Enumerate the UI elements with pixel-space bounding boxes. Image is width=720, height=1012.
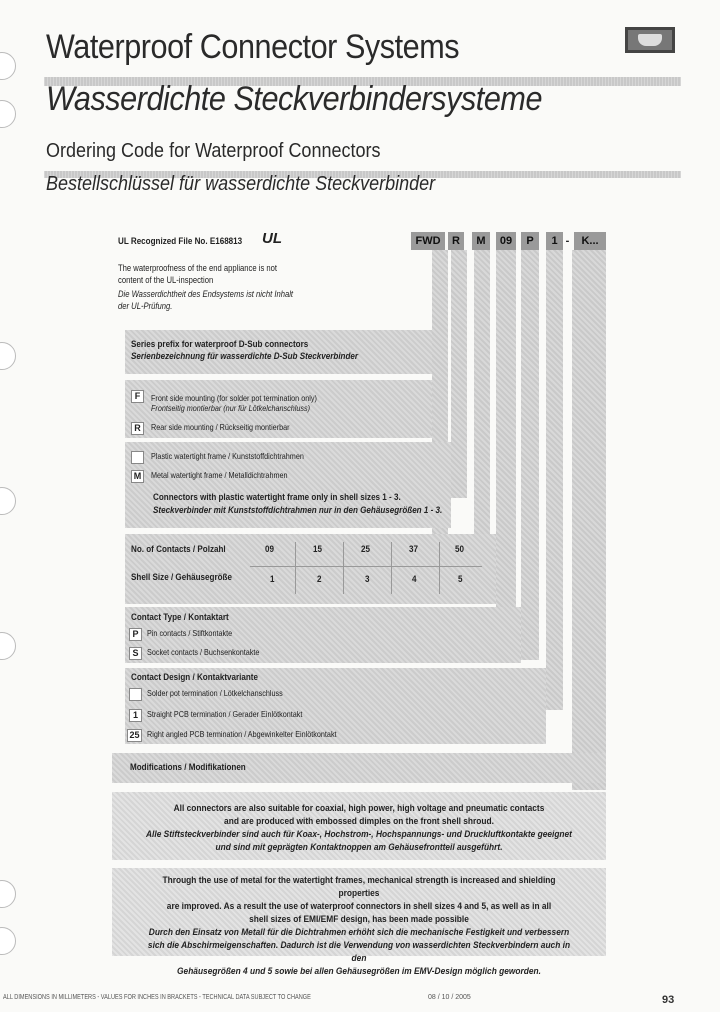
page-title-en: Waterproof Connector Systems xyxy=(46,28,460,66)
mounting-r-text: Rear side mounting / Rückseitig montierbar xyxy=(151,422,290,432)
shell-value: 1 xyxy=(270,574,275,585)
note-metal-de-1: Durch den Einsatz von Metall für die Dichtrahmen erhöht sich die mechanische Festigkeit und verbessern xyxy=(148,927,570,938)
note-metal-en-1: Through the use of metal for the watertight frames, mechanical strength is increased and shielding properties xyxy=(162,875,556,899)
note-coax-en-1: All connectors are also suitable for coaxial, high power, high voltage and pneumatic contacts xyxy=(173,803,545,814)
punch-hole xyxy=(0,632,16,660)
modifications-block xyxy=(112,753,606,783)
column-modifications xyxy=(572,250,606,790)
mounting-f-de: Frontseitig montierbar (nur für Lötkelchanschluss) xyxy=(151,403,311,413)
page-number: 93 xyxy=(662,994,675,1006)
contact-type-s-row xyxy=(129,645,142,663)
punch-hole xyxy=(0,927,16,955)
code-box-s: S xyxy=(129,647,142,660)
frame-metal: Metal watertight frame / Metalldichtrahmen xyxy=(151,470,288,480)
contact-design-solder: Solder pot termination / Lötkelchanschluss xyxy=(147,688,283,698)
note-metal-de-3: Gehäusegrößen 4 und 5 sowie bei allen Gehäusegrößen im EMV-Design möglich geworden. xyxy=(177,966,541,977)
mounting-f-row xyxy=(131,388,144,406)
column-frame xyxy=(451,250,467,498)
column-contacts xyxy=(474,250,490,540)
punch-hole xyxy=(0,880,16,908)
frame-note-de: Steckverbinder mit Kunststoffdichtrahmen nur in den Gehäusegrößen 1 - 3. xyxy=(153,505,443,516)
series-block xyxy=(125,330,432,374)
code-part-series: FWD xyxy=(411,232,445,250)
page-title-de: Wasserdichte Steckverbindersysteme xyxy=(46,80,543,118)
code-part-contacts: 09 xyxy=(496,232,516,250)
note-metal-en-3: shell sizes of EMI/EMF design, has been made possible xyxy=(249,914,469,925)
code-box-25: 25 xyxy=(127,729,142,742)
punch-hole xyxy=(0,487,16,515)
contact-type-block xyxy=(125,607,521,663)
note-coax-de-2: und sind mit geprägten Kontaktnoppen am Gehäusefrontteil ausgeführt. xyxy=(215,842,503,853)
contacts-value: 09 xyxy=(265,544,274,555)
ul-logo: UL xyxy=(262,230,282,247)
contact-design-25: Right angled PCB termination / Abgewinkelter Einlötkontakt xyxy=(147,729,337,739)
contacts-value: 37 xyxy=(409,544,418,555)
shell-value: 2 xyxy=(317,574,322,585)
column-design xyxy=(546,250,563,710)
note-coax-block xyxy=(112,792,606,860)
shell-size-label: Shell Size / Gehäusegröße xyxy=(131,572,232,583)
code-dash: - xyxy=(565,235,570,247)
contacts-value: 50 xyxy=(455,544,464,555)
contacts-label: No. of Contacts / Polzahl xyxy=(131,544,226,555)
note-coax-de-1: Alle Stiftsteckverbinder sind auch für Koax-, Hochstrom-, Hochspannungs- und Druckluftkontakte geeignet xyxy=(146,829,572,840)
contact-design-title: Contact Design / Kontaktvariante xyxy=(131,672,258,683)
note-metal-en-2: are improved. As a result the use of waterproof connectors in shell sizes 4 and 5, as well as in all xyxy=(166,901,552,912)
contact-design-25-row xyxy=(127,727,142,745)
ul-note-de-1: Die Wasserdichtheit des Endsystems ist nicht Inhalt xyxy=(118,289,294,299)
ul-file-label: UL Recognized File No. E168813 xyxy=(118,236,243,247)
note-metal-text xyxy=(112,874,606,978)
contacts-block xyxy=(125,534,496,604)
contact-type-s: Socket contacts / Buchsenkontakte xyxy=(147,647,260,657)
code-box-blank xyxy=(129,688,142,701)
ul-note-en-2: content of the UL-inspection xyxy=(118,275,214,285)
code-box-1: 1 xyxy=(129,709,142,722)
ul-note-en-1: The waterproofness of the end appliance is not xyxy=(118,263,278,273)
code-part-modifications: K... xyxy=(574,232,606,250)
frame-note-en: Connectors with plastic watertight frame only in shell sizes 1 - 3. xyxy=(153,492,401,503)
column-type xyxy=(521,250,539,660)
code-box-f: F xyxy=(131,390,144,403)
code-box-p: P xyxy=(129,628,142,641)
connector-icon xyxy=(625,27,675,53)
frame-plastic-row xyxy=(131,449,144,467)
code-part-design: 1 xyxy=(546,232,563,250)
contact-design-solder-row xyxy=(129,686,142,704)
code-part-type: P xyxy=(521,232,539,250)
ul-note-de-2: der UL-Prüfung. xyxy=(118,301,173,311)
shell-value: 5 xyxy=(458,574,463,585)
code-part-frame: M xyxy=(472,232,490,250)
contact-design-block xyxy=(125,668,546,744)
footer-date: 08 / 10 / 2005 xyxy=(428,994,471,1001)
contact-type-title: Contact Type / Kontaktart xyxy=(131,612,229,623)
note-coax-en-2: and are produced with embossed dimples on the front shell shroud. xyxy=(224,816,494,827)
contacts-grid-line xyxy=(343,542,344,594)
note-metal-de-2: sich die Abschirmeigenschaften. Dadurch ist die Verwendung von wasserdichten Steckverbindern auch in den xyxy=(147,940,571,964)
shell-value: 3 xyxy=(365,574,370,585)
note-metal-block xyxy=(112,868,606,977)
mounting-r-row xyxy=(131,420,144,438)
code-box-blank xyxy=(131,451,144,464)
column-size xyxy=(496,250,516,610)
subtitle-de: Bestellschlüssel für wasserdichte Steckverbinder xyxy=(46,173,436,195)
shell-value: 4 xyxy=(412,574,417,585)
contacts-grid-line xyxy=(295,542,296,594)
note-coax-text xyxy=(112,802,606,854)
mounting-block xyxy=(125,380,432,438)
code-box-m: M xyxy=(131,470,144,483)
contacts-grid-line xyxy=(439,542,440,594)
code-part-mounting: R xyxy=(448,232,464,250)
contacts-value: 25 xyxy=(361,544,370,555)
punch-hole xyxy=(0,100,16,128)
contact-design-1-row xyxy=(129,707,142,725)
contacts-grid-line xyxy=(391,542,392,594)
series-de: Serienbezeichnung für wasserdichte D-Sub Steckverbinder xyxy=(131,351,359,362)
contacts-divider xyxy=(250,566,482,567)
punch-hole xyxy=(0,342,16,370)
mounting-f-en: Front side mounting (for solder pot termination only) xyxy=(151,393,317,403)
frame-block xyxy=(125,442,451,528)
series-en: Series prefix for waterproof D-Sub connectors xyxy=(131,339,309,350)
subtitle-en: Ordering Code for Waterproof Connectors xyxy=(46,140,381,162)
frame-metal-row xyxy=(131,468,144,486)
modifications-label: Modifications / Modifikationen xyxy=(130,762,246,773)
code-box-r: R xyxy=(131,422,144,435)
contact-design-1: Straight PCB termination / Gerader Einlötkontakt xyxy=(147,709,303,719)
contact-type-p: Pin contacts / Stiftkontakte xyxy=(147,628,233,638)
contacts-value: 15 xyxy=(313,544,322,555)
contact-type-p-row xyxy=(129,626,142,644)
frame-plastic: Plastic watertight frame / Kunststoffdichtrahmen xyxy=(151,451,304,461)
punch-hole xyxy=(0,52,16,80)
footer-disclaimer: ALL DIMENSIONS IN MILLIMETERS - VALUES FOR INCHES IN BRACKETS - TECHNICAL DATA SUBJECT TO CHANGE xyxy=(3,994,311,1001)
